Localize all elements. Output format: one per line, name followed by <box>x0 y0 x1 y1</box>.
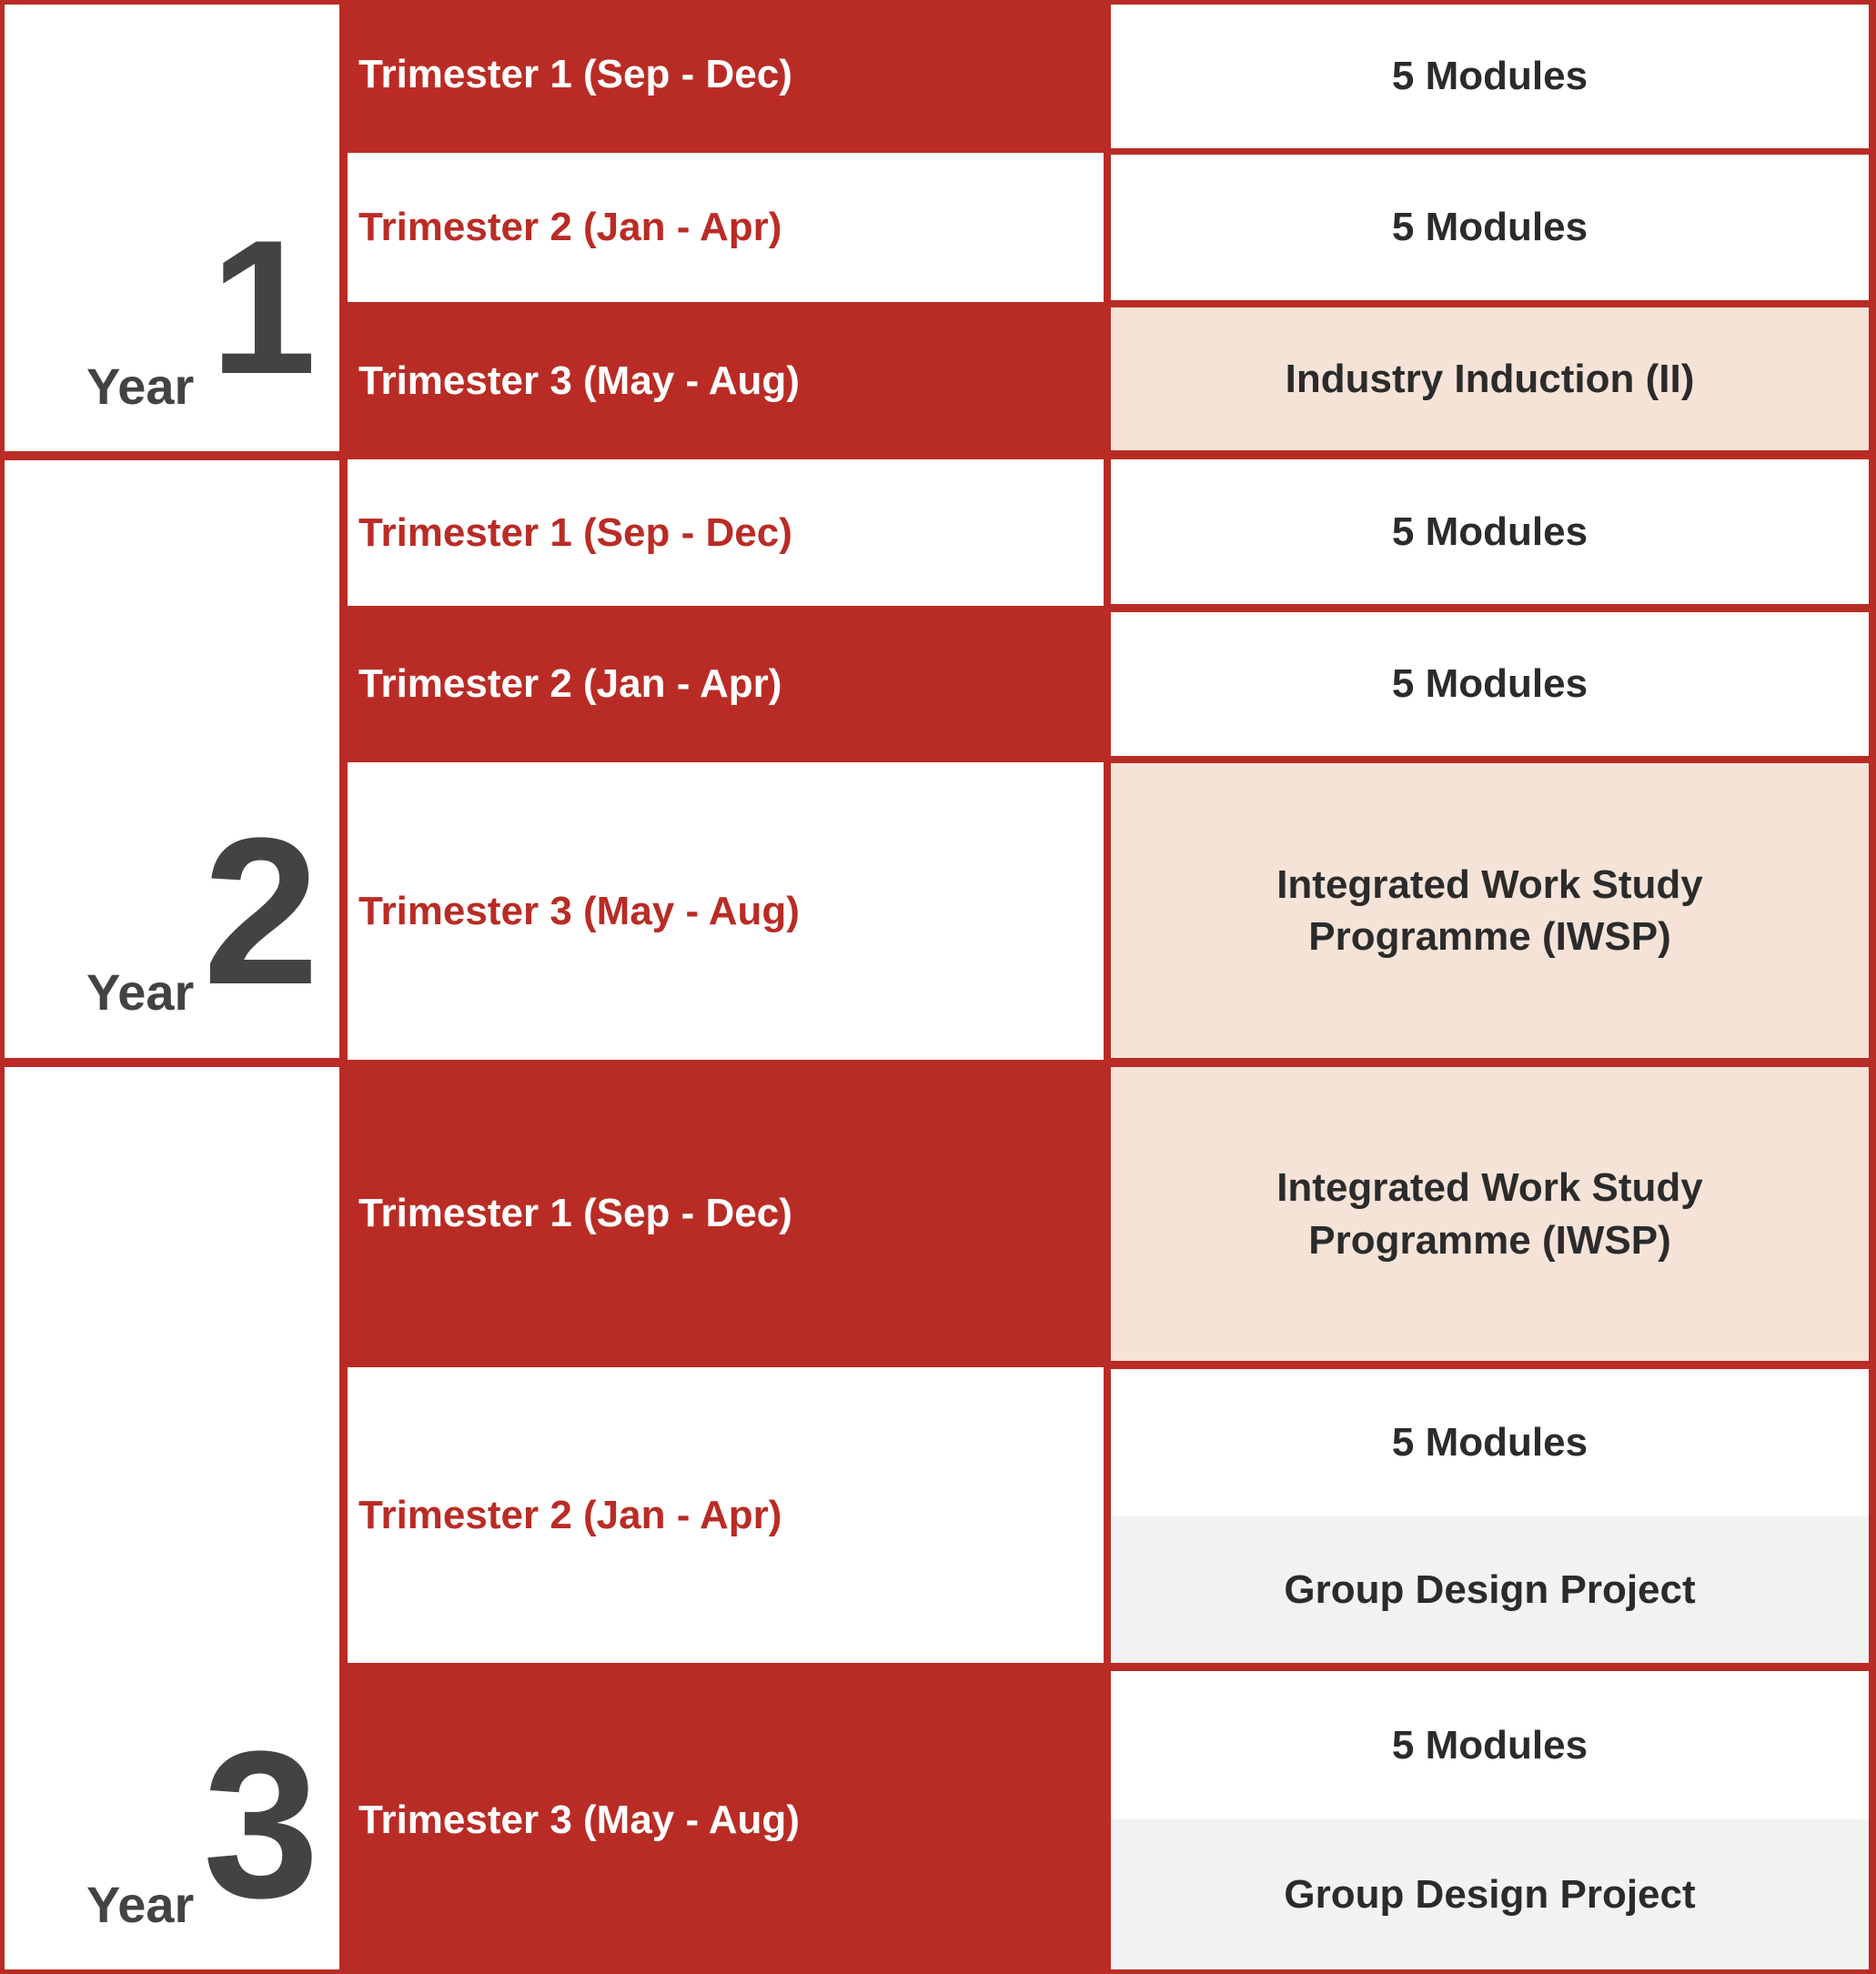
year-2-label: Year <box>86 963 195 1021</box>
trimester-row: Trimester 3 (May - Aug) <box>348 1667 1104 1974</box>
content-cell: 5 Modules <box>1111 5 1869 148</box>
year-2-number: 2 <box>203 794 319 1028</box>
content-cell: 5 Modules <box>1111 1671 1869 1819</box>
content-cell: 5 Modules <box>1111 1369 1869 1516</box>
year-1-label: Year <box>86 358 195 415</box>
content-cell: Integrated Work Study Programme (IWSP) <box>1111 763 1869 1058</box>
trimester-row: Trimester 2 (Jan - Apr) <box>348 610 1104 758</box>
year-3-box <box>0 1063 344 1974</box>
trimester-row: Trimester 2 (Jan - Apr) <box>348 1367 1104 1663</box>
content-cell: Industry Induction (II) <box>1111 307 1869 450</box>
year-3-number: 3 <box>203 1707 319 1941</box>
content-cell: Group Design Project <box>1111 1516 1869 1663</box>
trimester-row: Trimester 2 (Jan - Apr) <box>348 153 1104 302</box>
trimester-row: Trimester 1 (Sep - Dec) <box>348 459 1104 606</box>
year-1-number: 1 <box>210 200 317 414</box>
content-cell: Integrated Work Study Programme (IWSP) <box>1111 1067 1869 1361</box>
content-cell: Group Design Project <box>1111 1819 1869 1969</box>
trimester-row: Trimester 1 (Sep - Dec) <box>348 1063 1104 1364</box>
trimester-row: Trimester 1 (Sep - Dec) <box>348 0 1104 148</box>
content-cell: 5 Modules <box>1111 612 1869 756</box>
trimester-row: Trimester 3 (May - Aug) <box>348 306 1104 456</box>
content-cell: 5 Modules <box>1111 459 1869 604</box>
year-1-box <box>0 0 344 456</box>
year-2-box <box>0 456 344 1063</box>
trimester-row: Trimester 3 (May - Aug) <box>348 762 1104 1060</box>
content-cell: 5 Modules <box>1111 155 1869 300</box>
year-3-label: Year <box>86 1876 195 1933</box>
